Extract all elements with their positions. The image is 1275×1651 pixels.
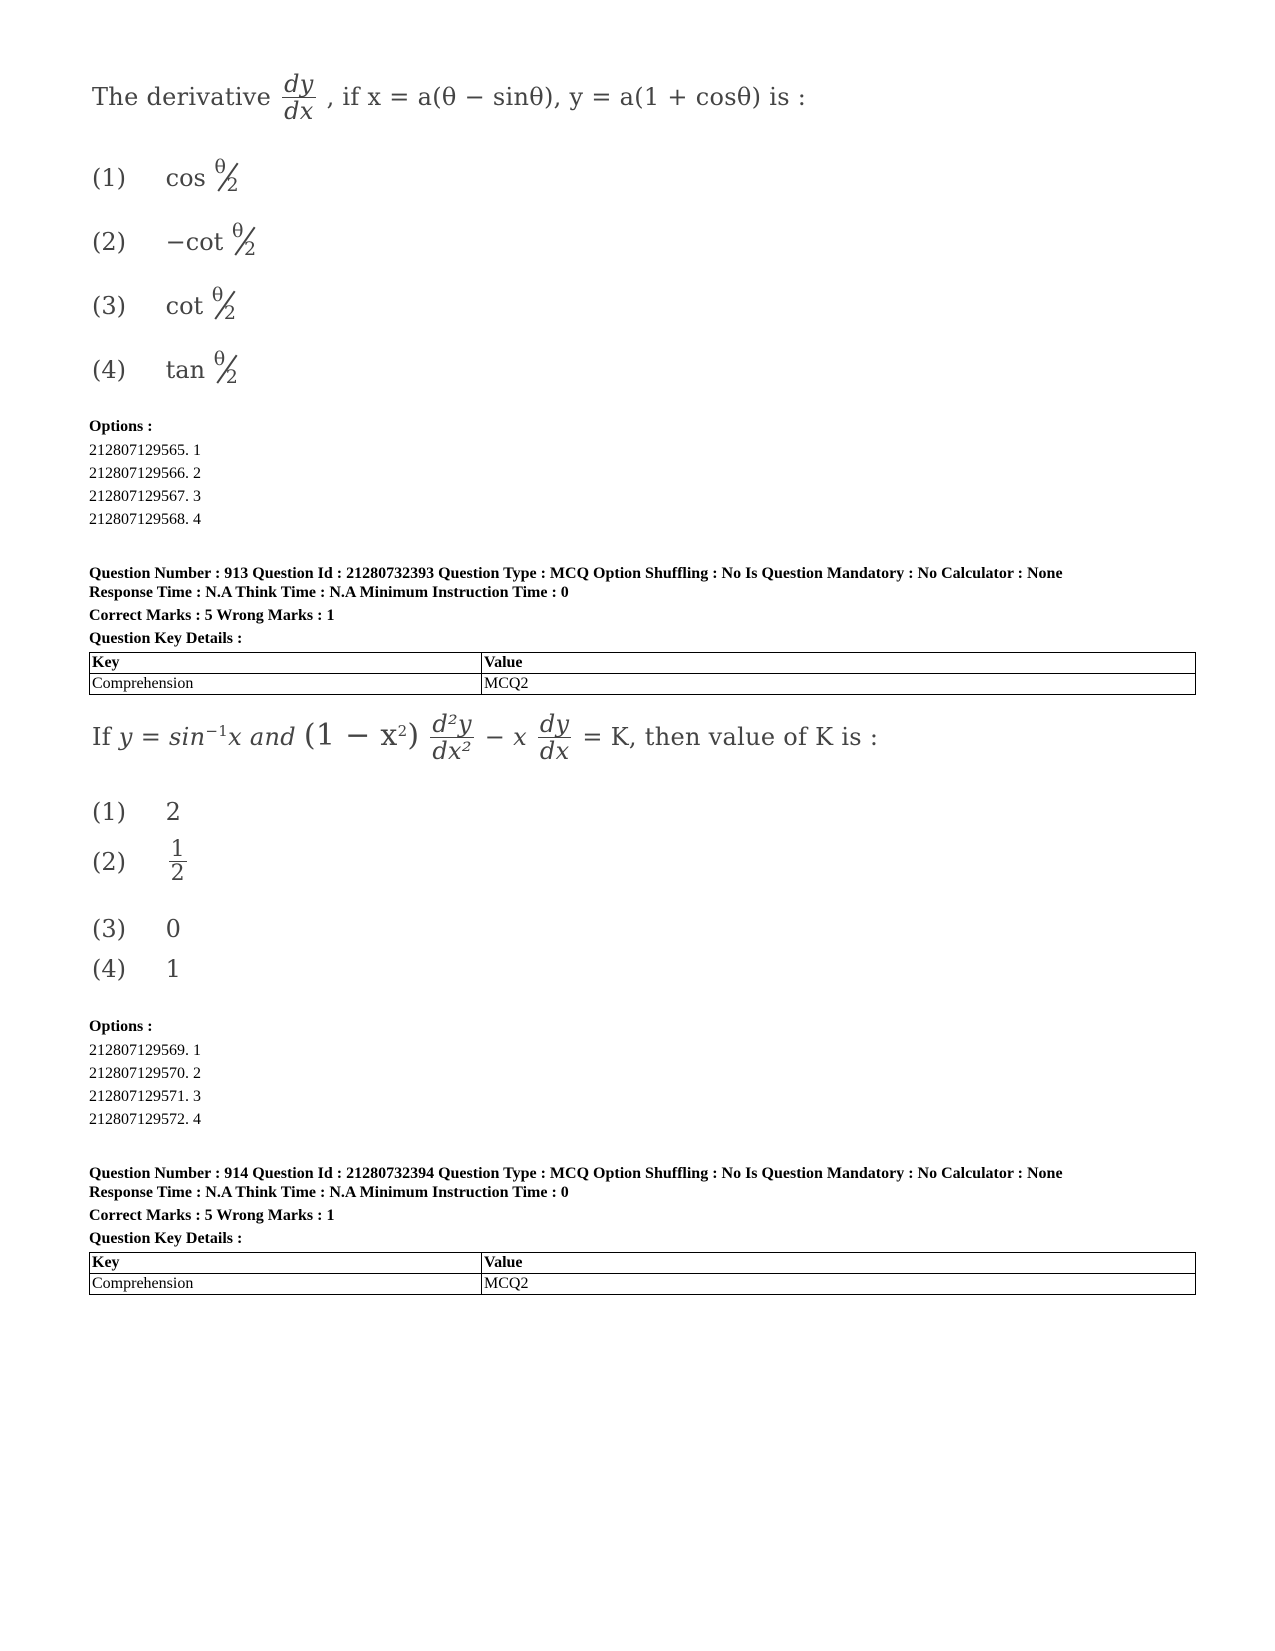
- choice-number: (3): [92, 292, 126, 320]
- question-912-stem: [92, 72, 806, 125]
- key-details-label: Question Key Details :: [89, 630, 243, 647]
- theta: θ: [214, 156, 226, 178]
- table-row: [90, 1274, 1196, 1295]
- options-label: Options :: [89, 418, 153, 435]
- question-912-image: [92, 70, 807, 402]
- header-value: Value: [482, 1253, 1196, 1274]
- table-row: [90, 674, 1196, 695]
- question-914-marks: Correct Marks : 5 Wrong Marks : 1: [89, 1207, 335, 1224]
- theta: θ: [211, 284, 224, 306]
- option-line: 212807129571. 3: [89, 1088, 201, 1105]
- cell-key: Comprehension: [90, 1274, 482, 1295]
- square-exponent: 2: [397, 721, 408, 740]
- fraction-denominator: dx²: [432, 737, 472, 766]
- inverse-exponent: −1: [205, 721, 229, 740]
- question-913-key-table: [89, 652, 1196, 695]
- option-line: 212807129570. 2: [89, 1065, 201, 1082]
- dy-dx-fraction: [282, 72, 316, 125]
- theta: θ: [231, 220, 244, 242]
- question-914-key-table: [89, 1252, 1196, 1295]
- question-912-choice-4: [92, 348, 241, 388]
- cell-key: Comprehension: [90, 674, 482, 695]
- choice-value: 2: [165, 798, 181, 826]
- question-913-marks: Correct Marks : 5 Wrong Marks : 1: [89, 607, 335, 624]
- stem-suffix: , if x = a(θ − sinθ), y = a(1 + cosθ) is :: [326, 82, 807, 111]
- theta-over-2: [211, 284, 239, 324]
- theta-over-2: [213, 348, 241, 388]
- theta: θ: [213, 348, 226, 370]
- choice-function: −cot: [165, 228, 224, 256]
- stem-if: If: [92, 722, 111, 751]
- choice-number: (1): [92, 164, 126, 192]
- fraction-numerator: 1: [170, 837, 185, 862]
- question-914-timing: Response Time : N.A Think Time : N.A Minimum Instruction Time : 0: [89, 1184, 569, 1201]
- cell-value: MCQ2: [482, 674, 1196, 695]
- table-header-row: [90, 653, 1196, 674]
- choice-function: cot: [165, 292, 204, 320]
- minus-x: − x: [484, 722, 527, 751]
- stem-prefix: The derivative: [92, 82, 272, 111]
- options-label: Options :: [89, 1018, 153, 1035]
- question-913-choice-1: [92, 798, 181, 826]
- one-minus-x: (1 − x: [303, 717, 398, 753]
- question-912-choice-3: [92, 284, 239, 324]
- question-913-timing: Response Time : N.A Think Time : N.A Minimum Instruction Time : 0: [89, 584, 569, 601]
- table-header-row: [90, 1253, 1196, 1274]
- theta-over-2: [231, 220, 259, 260]
- second-derivative-fraction: [430, 712, 473, 765]
- fraction-numerator: dy: [284, 70, 314, 98]
- choice-value: 0: [165, 915, 181, 943]
- question-912-choice-1: [92, 156, 242, 196]
- choice-number: (2): [92, 848, 126, 877]
- two: 2: [226, 174, 239, 196]
- question-912-choice-2: [92, 220, 259, 260]
- option-line: 212807129569. 1: [89, 1042, 201, 1059]
- first-derivative-fraction: [538, 712, 572, 765]
- stem-y-equals: y = sin: [118, 722, 206, 751]
- header-value: Value: [482, 653, 1196, 674]
- theta-over-2: [214, 156, 242, 196]
- header-key: Key: [90, 653, 482, 674]
- choice-value: 1: [165, 955, 181, 983]
- option-line: 212807129565. 1: [89, 442, 201, 459]
- question-913-choice-2: [92, 838, 190, 886]
- choice-function: cos: [165, 164, 206, 192]
- option-line: 212807129572. 4: [89, 1111, 201, 1128]
- fraction-numerator: d²y: [432, 710, 472, 738]
- one-half-fraction: [169, 838, 187, 886]
- option-line: 212807129568. 4: [89, 511, 201, 528]
- choice-number: (1): [92, 798, 126, 826]
- stem-x-and: x and: [228, 722, 296, 751]
- key-details-label: Question Key Details :: [89, 1230, 243, 1247]
- cell-value: MCQ2: [482, 1274, 1196, 1295]
- option-line: 212807129567. 3: [89, 488, 201, 505]
- question-913-choice-3: [92, 915, 181, 943]
- choice-number: (4): [92, 955, 126, 983]
- two: 2: [225, 366, 238, 388]
- two: 2: [243, 238, 257, 260]
- question-913-choice-4: [92, 955, 181, 983]
- choice-number: (2): [92, 228, 126, 256]
- question-913-meta: Question Number : 913 Question Id : 21280732393 Question Type : MCQ Option Shuffling : No Is Question Mandatory : No Calculator : None: [89, 565, 1063, 582]
- option-line: 212807129566. 2: [89, 465, 201, 482]
- two: 2: [223, 302, 236, 324]
- question-914-meta: Question Number : 914 Question Id : 21280732394 Question Type : MCQ Option Shuffling : No Is Question Mandatory : No Calculator : None: [89, 1165, 1063, 1182]
- fraction-denominator: 2: [170, 861, 185, 887]
- choice-number: (4): [92, 356, 126, 384]
- fraction-denominator: dx: [539, 737, 570, 766]
- header-key: Key: [90, 1253, 482, 1274]
- choice-function: tan: [165, 356, 206, 384]
- fraction-denominator: dx: [284, 97, 314, 126]
- choice-number: (3): [92, 915, 126, 943]
- close-paren: ): [407, 717, 420, 753]
- question-913-image: [92, 710, 879, 1012]
- stem-suffix: = K, then value of K is :: [582, 722, 879, 751]
- question-913-stem: [92, 712, 878, 765]
- fraction-numerator: dy: [539, 710, 570, 738]
